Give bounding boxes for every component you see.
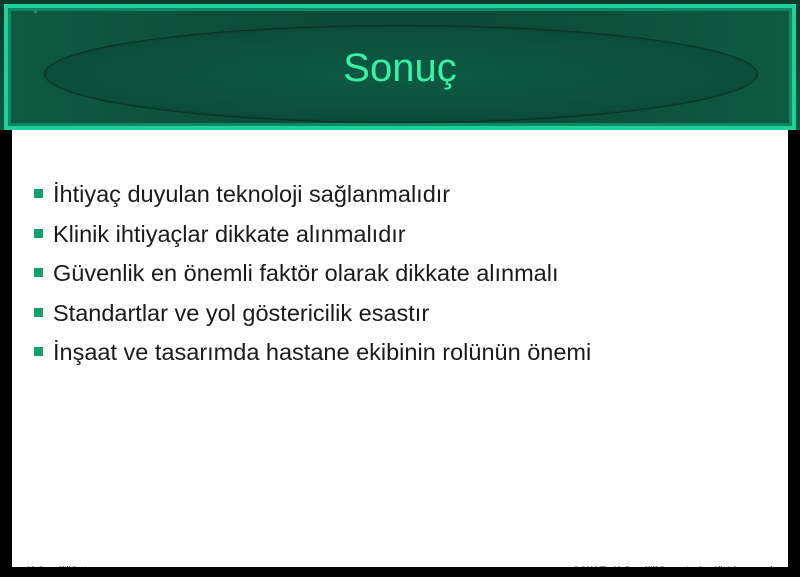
square-bullet-icon — [34, 189, 43, 198]
bullet-item — [34, 336, 591, 376]
bullet-item — [34, 257, 591, 297]
bullet-text: Güvenlik en önemli faktör olarak dikkate alınmalı — [53, 260, 559, 286]
bullet-item — [34, 218, 591, 258]
bullet-text: Klinik ihtiyaçlar dikkate alınmalıdır — [53, 220, 406, 247]
slide-content — [12, 130, 788, 567]
header-dot — [34, 10, 37, 13]
square-bullet-icon — [34, 347, 43, 356]
footer-publisher: McGraw-Hill/Irwin — [27, 565, 91, 574]
square-bullet-icon — [34, 268, 43, 277]
bullet-item — [34, 178, 591, 218]
bullet-text: İhtiyaç duyulan teknoloji sağlanmalıdır — [53, 181, 451, 207]
bullet-text: İnşaat ve tasarımda hastane ekibinin rolünün önemi — [53, 339, 592, 365]
slide-title: Sonuç — [343, 46, 457, 90]
square-bullet-icon — [34, 308, 43, 317]
bullet-item — [34, 297, 591, 337]
bullet-list — [34, 178, 591, 376]
slide-header — [0, 0, 800, 130]
square-bullet-icon — [34, 229, 43, 238]
footer-copyright: © 2006 The McGraw-Hill Companies, Inc. All rights reserved. — [573, 565, 774, 574]
bullet-text: Standartlar ve yol göstericilik esastır — [53, 299, 430, 326]
